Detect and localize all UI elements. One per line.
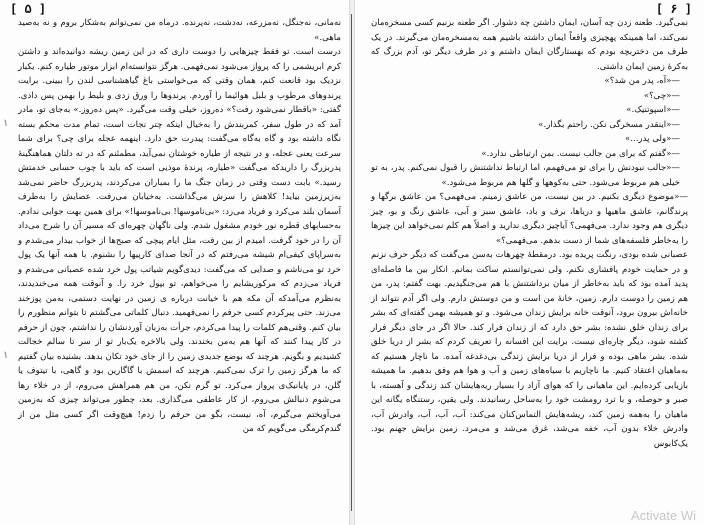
dialogue-line: —«اسپوتنیک.» xyxy=(626,105,680,115)
dialogue-line: —«چی؟» xyxy=(643,90,680,101)
left-page-text xyxy=(18,16,341,437)
left-margin-mark: ١ xyxy=(3,350,9,361)
dialogue-line: —«ولی پدر...» xyxy=(624,134,680,144)
right-page xyxy=(355,0,704,525)
left-page xyxy=(0,0,349,525)
left-margin-mark: ١ xyxy=(3,118,9,129)
dialogue-line: —«آه، پدر من شد؟» xyxy=(604,76,680,86)
paragraph: نه‌مانی، نه‌جنگل، نه‌مزرعه، نه‌دشت، نه‌پرنده. درماه من نمی‌توانم به‌شکار بروم و نه به‌صید ماهی.» xyxy=(18,18,341,43)
right-page-text xyxy=(371,16,688,451)
gutter-divider xyxy=(351,14,352,511)
dialogue-line: —«اینقدر مسخرگی نکن. راحتم بگذار.» xyxy=(538,119,680,130)
right-page-number: [ ۶ ] xyxy=(655,2,692,16)
left-page-number: [ ۵ ] xyxy=(10,2,47,16)
paragraph: درست است. تو فقط چیزهایی را دوست داری که در این زمین ریشه دوانیده‌اند و داشتن کرم ابریشمی را که پرواز می‌شود نمی‌فهمی. هرگز نتوانسته‌ام ابزار موتور طیاره کنم. یکبار نزدیک بود قانعت کنم، همان وقتی که می‌خواستی باغ گیاهشناسی لندن را ببینی. برایت پرندوهای مرطوب و بلبل هوائیما را آوردم. پرندوها را ورق زدی و بلیط را بهمن پس دادی. گفتی: «باقطار نمی‌شود رفت؟» ده‌روز، خیلی وقت می‌گیرد. «پس ده‌روز.» به‌جای تو، مادر آمد که در طول سفر، کمربندش را به‌خیال اینکه چتر نجات است، تمام مدت محکم بسته نگاه داشته بود و گاه به‌گاه می‌گفت: پیدرت حق دارد. اینهمه عجله برای چی؟ برای شما سرعت یعنی عجله، و در نتیجه از طیاره خوشتان نمی‌آید، مطمئنم که در ته دلتان هماهنگینهٔ پدربزرگ را داریدکه می‌گفت «طیاره، پرندهٔ موذیی است که باید با چوب حسابی خدمتش رسید.» بابت دست وقتی در زمان جنگ ما را بمباران می‌کردند، پدربزرگ حاضر نمی‌شد به‌زیرزمین بیاید! کلاهش را سرش می‌گذاشت. به‌خیابان می‌رفت. عصایش را به‌طرف آسمان بلند می‌کرد و فریاد می‌زد: «بی‌ناموسها! بی‌ناموسها!» برای همین بهت جوابی ندادم. به‌حسابهای قطره نور خودم مشغول شدم. ولی ناگهان چهره‌ای که مسیر آن را شرح می‌داد آن را در خود گرفت. امیدم از بین رفت، مثل ایام پیچی که صبح‌ها از خواب بیدار می‌شدم و به‌سراپای کیفی‌ام شیشه می‌رفتم که در آنجا صدای کارپیها را بشنوم. با همه آنها یک پول خرد تو می‌ناشم و صدایی که می‌گفت: دیدی‌گویم شیاتب پول خرد شده عصبانی می‌شدم و فریاد می‌زدم که مرکوریشایم را می‌خواهم، تو بپول خرد را. و آنوقت همه می‌خندیدند، به‌نظرم می‌آمدکه آن مکه هم با خیانت درباره ی زمین در نهایت دستمی، به‌من پوزخند می‌زند. حتی پیرکردم کسی حرفم را نمی‌فهمید. دنبال کلماتی می‌گشتم تا بتوانم منظورم را بیان کنم. وقتی‌هم کلمات را پیدا می‌کردم، جرأت به‌زبان آوردنشان را نداشتم، چون از حرفم در کار پیدا کنند که آنها هم به‌من بخندند. ولی بالاخره یک‌بار تو از سر تا سالم خجالت کشیدیم و بگویم. هرچند که بوضع جدیدی زمین را از جای خود تکان بدهد. بشنیده بیان گفتیم که ما هرگز زمین را ترک نمی‌کنیم. هرچند که اسمش با گاگارین بود و گاهی، با تیتوف یا گلن، در پایانیک‌ی پرواز می‌کرد. تو گرم نکن، من هم همراهش می‌روم، از در خلاء رها می‌شوم دنبالش می‌روم، از کار عاطفی می‌گذاری. بعد، چطور می‌تواند چیزی که به‌زمین می‌آویختم می‌گیرم، آه، نیست، بگو من حرفم را زدم! هیچ‌وقت اگر کسی مثل من از گندم‌کرمگی می‌گویم که من xyxy=(18,47,341,434)
paragraph: نمی‌گیرد. طعنه زدن چه آسان، ایمان داشتن چه دشوار. اگر طعنه بزنیم کسی مسخره‌مان نمی‌کند، اما همینکه پهچیزی واقعاً ایمان داشته باشیم همه به‌مسخره‌مان می‌گیرند. در یک طرف من دختربچه بودم که بهستارگان ایمان داشتم و در طرف دیگر تو، آدم بزرگ که به‌کرهٔ زمین ایمان داشتی. xyxy=(371,18,688,72)
activation-watermark: Activate Wi xyxy=(630,508,696,523)
dialogue-line: —«گفتم که برای من جالب نیست. بمن ارتباطی ندارد.» xyxy=(481,148,680,159)
dialogue-line: —«جالب نبودنش را برای تو می‌فهمم، اما ارتباط نداشتنش را قبول نمی‌کنم. پدر، به تو خیلی هم مربوط می‌شود. حتی به‌کوهها و گلها هم مربوط می‌شود.» xyxy=(371,163,680,188)
paragraph: عصبانی شده بودی، رنگت پریده بود. درمقطهٔ چهرهات به‌سن می‌گفت که دیگر حرف نزنم و در حمایت خودم پافشاری نکنم. ولی نمی‌توانستم ساکت بمانم. انکار بین ما فاصله‌ای پدید آمده بود که باید به‌خاطر از میان برداشتنش با هم می‌جنگیدیم. بهت گفتم: پدر، من هم زمین را دوست دارم. زمین، خانهٔ من است و من دوستش دارم. ولی اگر آدم نتواند از خانه‌اش بیرون برود، آنوقت خانه برایش زندان می‌شود. و تو همیشه بهمن گفته‌ای که بشر برای زندان خلق نشده: بشر حق دارد که از زندان فرار کند. حالا اگر در جای دیگر فرار کشته شود، دیگر چاره‌ای نیست. برایت این افسانه را تعریف کردم که بشر از دریا خلق شده. بشر ماهی بوده و فرار از دریا برایش زندگی بی‌دغدغه آمده. ما ناچار هستیم که به‌ماهیان اعتقاد کنیم. ما ناچاریم با سیاه‌های زمین و آب و هوا هم وفق بدهیم. ما همیشه بازیابی کرده‌ایم. این ماهیانی را که هوای آزاد را بسیار ریه‌هایشان کند زندگی و آهسته، با صبر و حوصله، و با ترد رومشت خود را به‌ساحل رسانیدند. ولی یقین، رستنگاه یگانه این ماهیان را به‌همه زمین کند، ریشه‌هایش التماس‌کنان می‌کند: آب، آب، آب، وادرش آب، وادرش خلاء بدون آب، خفه می‌شد، غرق می‌شد و می‌مرد. زمین برایش جهنم بود. یک‌کابوس xyxy=(371,250,688,449)
paragraph: —«موضوع دیگری بکنیم. در بین نیست، من عاشق زمینم. می‌فهمی؟ من عاشق برگها و پرندگانم، عاشق ماهیها و دریاها، برف و باد، عاشق سبز و آبی، عاشق رنگ و بو، چیز دیگری هم وجود ندارد. می‌فهمی؟ آیاچیز دیگری ندارید و اصلاً هم کلم نمی‌خواهد این چیزها را به‌خاطر فلسفه‌های شما از دست بدهم. می‌فهمی؟» xyxy=(371,192,688,246)
